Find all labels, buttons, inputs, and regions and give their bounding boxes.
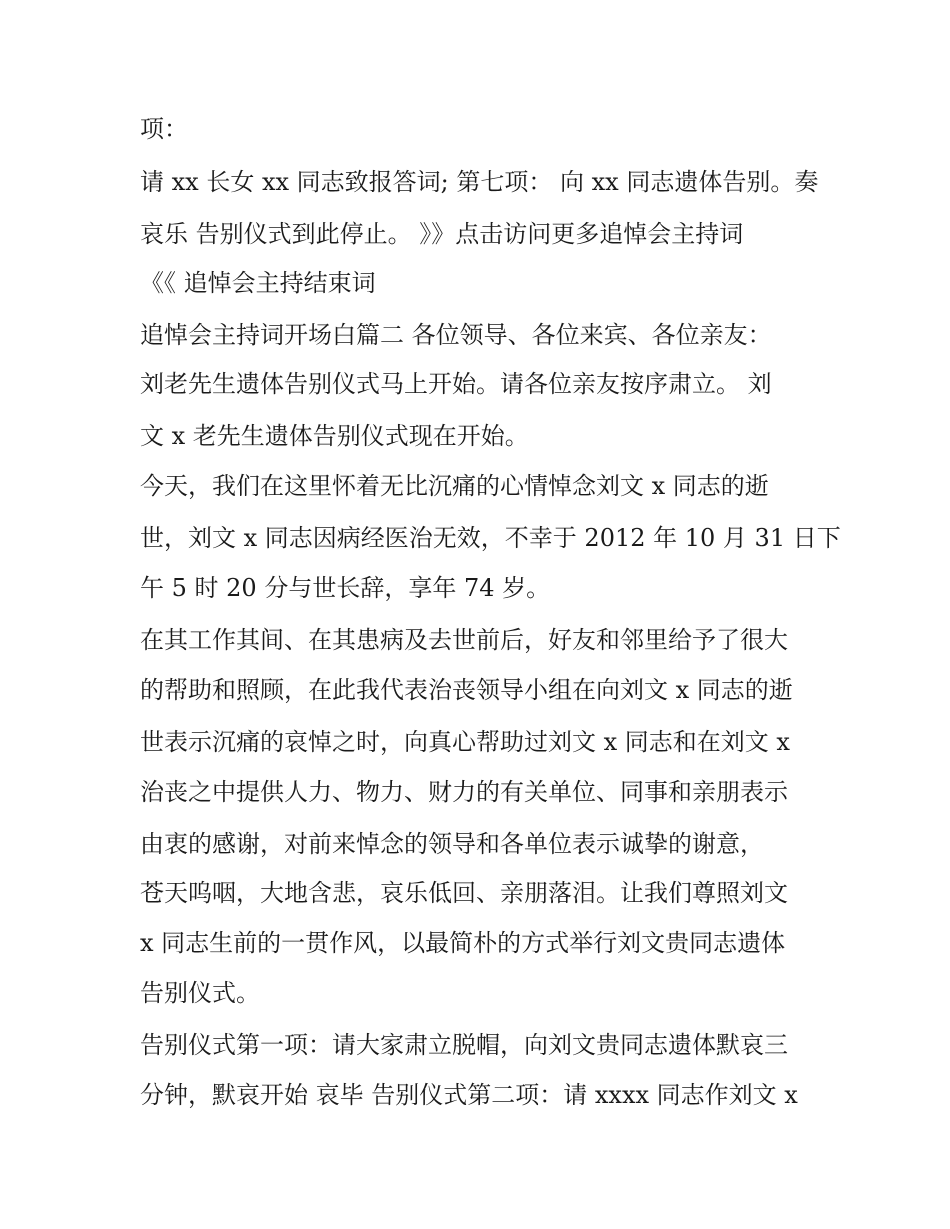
text-line: 追悼会主持词开场白篇二 各位领导、各位来宾、各位亲友： bbox=[140, 321, 772, 349]
text-line: x 同志生前的一贯作风，以最简朴的方式举行刘文贵同志遗体 bbox=[140, 929, 786, 957]
text-line: 今天，我们在这里怀着无比沉痛的心情悼念刘文 x 同志的逝 bbox=[140, 472, 769, 500]
text-line: 由衷的感谢，对前来悼念的领导和各单位表示诚挚的谢意， bbox=[140, 830, 764, 858]
text-line: 项： bbox=[140, 115, 188, 143]
text-line: 文 x 老先生遗体告别仪式现在开始。 bbox=[140, 422, 529, 450]
text-line: 午 5 时 20 分与世长辞，享年 74 岁。 bbox=[140, 574, 551, 602]
text-line: 世表示沉痛的哀悼之时，向真心帮助过刘文 x 同志和在刘文 x bbox=[140, 728, 790, 756]
text-line: 告别仪式第一项：请大家肃立脱帽，向刘文贵同志遗体默哀三 bbox=[140, 1031, 788, 1059]
text-line: 治丧之中提供人力、物力、财力的有关单位、同事和亲朋表示 bbox=[140, 778, 788, 806]
text-line: 的帮助和照顾，在此我代表治丧领导小组在向刘文 x 同志的逝 bbox=[140, 676, 793, 704]
text-line: 刘老先生遗体告别仪式马上开始。请各位亲友按序肃立。 刘 bbox=[140, 370, 772, 398]
text-line: 在其工作其间、在其患病及去世前后，好友和邻里给予了很大 bbox=[140, 626, 788, 654]
text-line: 世，刘文 x 同志因病经医治无效，不幸于 2012 年 10 月 31 日下 bbox=[140, 524, 841, 552]
text-line: 哀乐 告别仪式到此停止。 》》点击访问更多追悼会主持词 bbox=[140, 220, 744, 248]
text-line: 告别仪式。 bbox=[140, 979, 260, 1007]
text-line: 请 xx 长女 xx 同志致报答词; 第七项： 向 xx 同志遗体告别。奏 bbox=[140, 168, 819, 196]
text-line: 分钟，默哀开始 哀毕 告别仪式第二项：请 xxxx 同志作刘文 x bbox=[140, 1081, 798, 1109]
text-line: 苍天呜咽，大地含悲，哀乐低回、亲朋落泪。让我们尊照刘文 bbox=[140, 879, 788, 907]
text-line: 《《 追悼会主持结束词 bbox=[140, 269, 376, 297]
